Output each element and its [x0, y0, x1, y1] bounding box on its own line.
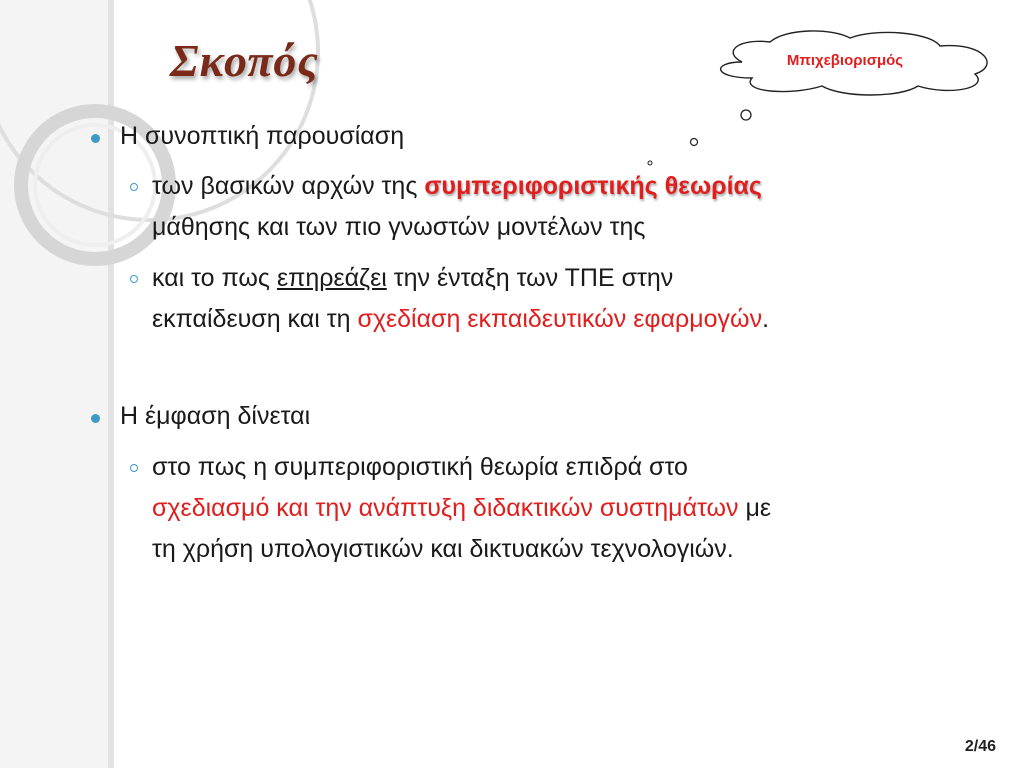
- sub-bullet-text: εκπαίδευση και τη: [152, 305, 358, 333]
- sub-bullet-text: την ένταξη των ΤΠΕ στην: [386, 264, 674, 292]
- emphasis-text: συμπεριφοριστικής θεωρίας: [424, 172, 762, 200]
- sub-bullet-2-1-line-1: στο πως η συμπεριφοριστική θεωρία επιδρά στο: [152, 453, 688, 481]
- bullet-1-text: Η συνοπτική παρουσίαση: [120, 122, 405, 150]
- sub-bullet-1-1-line-1: [152, 172, 762, 201]
- bullet-2-text: Η έμφαση δίνεται: [120, 402, 311, 430]
- sub-bullet-ring: [130, 275, 138, 283]
- sub-bullet-text: με: [738, 494, 772, 522]
- page-number: 2/46: [964, 738, 996, 755]
- emphasis-text: σχεδιασμό και την ανάπτυξη διδακτικών συστημάτων: [152, 494, 739, 522]
- sub-bullet-text: .: [762, 305, 770, 333]
- sub-bullet-1-2-line-2: [152, 305, 769, 334]
- sub-bullet-1-2-line-1: [152, 264, 673, 293]
- slide-title: Σκοπός: [170, 35, 319, 86]
- sub-bullet-ring: [130, 183, 138, 191]
- sub-bullet-2-1-line-3: τη χρήση υπολογιστικών και δικτυακών τεχνολογιών.: [152, 535, 734, 563]
- sub-bullet-1-1-line-2: μάθησης και των πιο γνωστών μοντέλων της: [152, 213, 646, 241]
- thought-cloud-label: Μπιχεβιορισμός: [786, 52, 904, 69]
- sub-bullet-2-1-line-2: [152, 494, 771, 523]
- underlined-text: επηρεάζει: [276, 264, 387, 292]
- emphasis-text: σχεδίαση εκπαιδευτικών εφαρμογών: [357, 305, 763, 333]
- bullet-dot: [91, 414, 100, 423]
- bullet-dot: [91, 134, 100, 143]
- sub-bullet-ring: [130, 464, 138, 472]
- sub-bullet-text: των βασικών αρχών της: [152, 172, 425, 200]
- sub-bullet-text: και το πως: [152, 264, 277, 292]
